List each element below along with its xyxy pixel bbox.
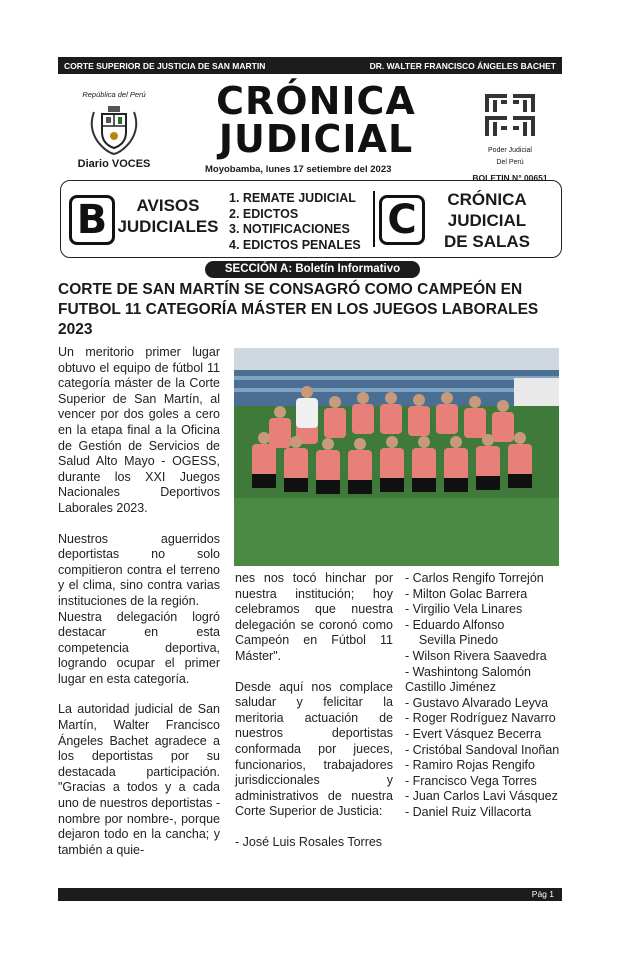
- player-name: - Ramiro Rojas Rengifo: [405, 758, 535, 773]
- menu-item-edictos: 2. EDICTOS: [229, 206, 299, 221]
- col1-paragraph-1: Un meritorio primer lugar obtuvo el equipo de fútbol 11 categoría máster de la Corte Superior de San Martín, al vencer por dos goles a cero en la etapa final a la Oficina de Gestión de Servicios de Salud Alto Mayo - OGESS, durante los XXI Juegos Nacionales Deportivos Laborales 2023.: [58, 345, 220, 515]
- col1-paragraph-3: Nuestra delegación logró destacar en esta competencia deportiva, logrando ocupar el primer lugar en esta categoría.: [58, 609, 220, 686]
- section-b-menu: [229, 191, 361, 253]
- section-divider: [373, 191, 375, 247]
- sections-index-box: [60, 180, 562, 258]
- player-name: - Virgilio Vela Linares: [405, 602, 523, 617]
- avisos-title-line1: AVISOS: [136, 196, 200, 215]
- poder-judicial-logo-icon: [483, 92, 537, 138]
- menu-item-notificaciones: 3. NOTIFICACIONES: [229, 222, 350, 236]
- player-name: - Eduardo Alfonso: [405, 617, 505, 632]
- player-name: - Juan Carlos Lavi Vásquez: [405, 789, 558, 804]
- cronica-title-line3: DE SALAS: [444, 232, 530, 251]
- col1-paragraph-4: La autoridad judicial de San Martín, Walter Francisco Ángeles Bachet agradece a los deportistas por su destacada participación. "Gracias a todos y a cada uno de nuestros deportistas -nombre por nombre-, porque dejaron todo en la cancha; y también a quie-: [58, 702, 220, 857]
- player-name: - Carlos Rengifo Torrejón: [405, 571, 544, 585]
- masthead-title-line1: CRÓNICA: [216, 79, 416, 123]
- poder-judicial-name-line2: Del Perú: [496, 159, 524, 166]
- team-photo-illustration: [234, 348, 559, 566]
- coat-of-arms-icon: [88, 102, 140, 156]
- player-name: - Wilson Rivera Saavedra: [405, 648, 547, 663]
- player-name: - Evert Vásquez Becerra: [405, 726, 542, 741]
- col1-paragraph-2: Nuestros aguerridos deportistas no solo compitieron contra el terreno y el clima, sino contra varias instituciones de la región.: [58, 531, 220, 608]
- section-label: SECCIÓN A: Boletín Informativo: [205, 261, 420, 278]
- page-number: Pág 1: [531, 889, 554, 899]
- cronica-title-line1: CRÓNICA: [447, 190, 527, 209]
- player-name: - Cristóbal Sandoval Inoñan: [405, 742, 560, 757]
- national-seal: [64, 88, 164, 178]
- bulletin-number: BOLETIN N° 00651: [472, 173, 548, 183]
- team-photo: [234, 348, 559, 566]
- player-name: - Gustavo Alvarado Leyva: [405, 695, 549, 710]
- avisos-judiciales-title: [113, 195, 223, 237]
- col2-paragraph-3: - José Luis Rosales Torres: [235, 834, 383, 849]
- diario-voces-label: Diario VOCES: [77, 158, 151, 170]
- issue-date: Moyobamba, lunes 17 setiembre del 2023: [205, 164, 392, 175]
- avisos-title-line2: JUDICIALES: [117, 217, 219, 236]
- section-b-letter: B: [69, 195, 115, 245]
- section-c-letter: C: [379, 195, 425, 245]
- menu-item-remate: 1. REMATE JUDICIAL: [229, 191, 356, 205]
- player-name: - Daniel Ruiz Villacorta: [405, 804, 532, 819]
- cronica-salas-title: [427, 189, 547, 252]
- article-column-1: [58, 345, 220, 858]
- player-name: Sevilla Pinedo: [405, 633, 499, 648]
- president-name: DR. WALTER FRANCISCO ÁNGELES BACHET: [369, 60, 556, 71]
- poder-judicial-block: [470, 92, 550, 183]
- seal-arc-text: República del Perú: [82, 90, 146, 99]
- masthead: [205, 79, 427, 175]
- masthead-title-line2: JUDICIAL: [218, 117, 414, 161]
- player-name: - Milton Golac Barrera: [405, 586, 528, 601]
- top-banner: [58, 57, 562, 74]
- player-name: - Francisco Vega Torres: [405, 773, 537, 788]
- cronica-title-line2: JUDICIAL: [447, 211, 527, 230]
- article-headline: CORTE DE SAN MARTÍN SE CONSAGRÓ COMO CAMPEÓN EN FUTBOL 11 CATEGORÍA MÁSTER EN LOS JUEGOS LABORALES 2023: [58, 281, 539, 338]
- article-column-3: [405, 571, 563, 821]
- court-name: CORTE SUPERIOR DE JUSTICIA DE SAN MARTIN: [64, 60, 266, 71]
- menu-item-edictos-penales: 4. EDICTOS PENALES: [229, 237, 361, 252]
- player-name: - Washintong Salomón Castillo Jiménez: [405, 664, 531, 695]
- article-column-2: [235, 571, 393, 851]
- player-name: - Roger Rodríguez Navarro: [405, 711, 556, 726]
- col2-paragraph-2: Desde aquí nos complace saludar y felicitar la meritoria actuación de nuestros deportistas conformada por jueces, funcionarios, trabajadores jurisdiccionales y administrativos de nuestra Corte Superior de Justicia:: [235, 679, 393, 819]
- col2-paragraph-1: nes nos tocó hinchar por nuestra institución; hoy celebramos que nuestra delegación se coronó como Campeón en Fútbol 11 Máster".: [235, 571, 393, 663]
- poder-judicial-name-line1: Poder Judicial: [488, 147, 532, 154]
- page-footer: [58, 888, 562, 901]
